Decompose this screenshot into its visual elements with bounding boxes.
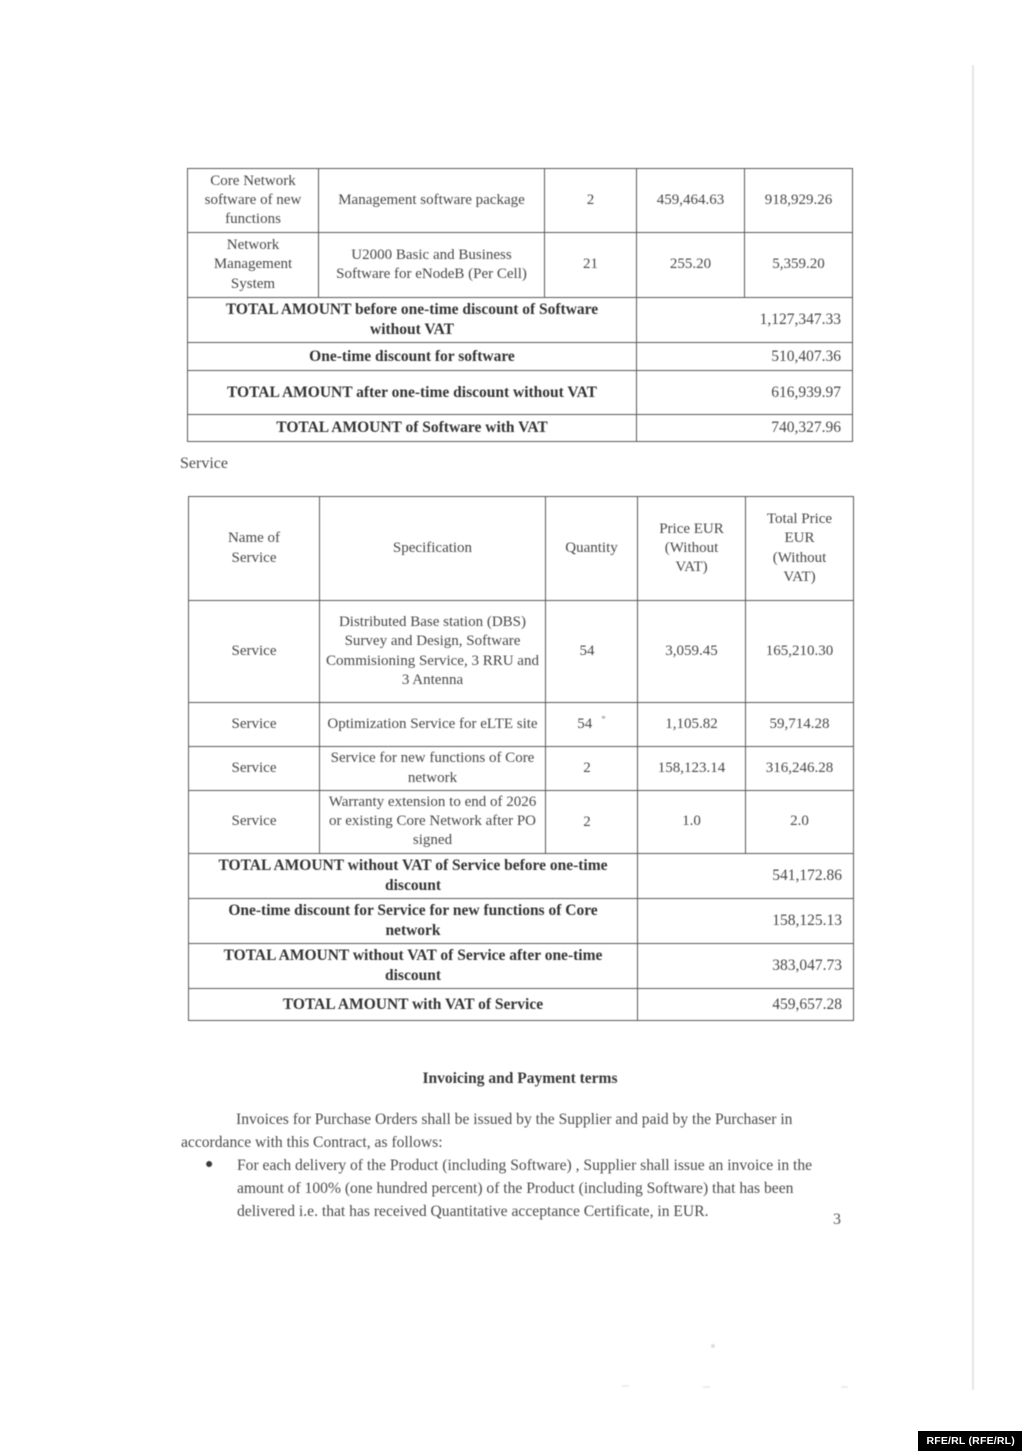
invoicing-bullet-list bbox=[205, 1154, 850, 1223]
column-header-specification: Specification bbox=[320, 497, 546, 601]
software-pricing-table bbox=[187, 168, 853, 442]
section-heading-invoicing: Invoicing and Payment terms bbox=[422, 1070, 618, 1087]
column-header-name: Name of Service bbox=[189, 497, 320, 601]
summary-row bbox=[189, 944, 854, 989]
summary-label: TOTAL AMOUNT without VAT of Service after one-time discount bbox=[189, 944, 638, 989]
total-price-cell: 918,929.26 bbox=[745, 169, 853, 233]
specification-cell: U2000 Basic and Business Software for eNodeB (Per Cell) bbox=[319, 233, 545, 298]
scan-page-edge bbox=[972, 65, 974, 1390]
summary-value: 740,327.96 bbox=[637, 415, 853, 442]
total-price-cell: 316,246.28 bbox=[746, 747, 854, 791]
summary-row bbox=[188, 343, 853, 371]
list-item bbox=[205, 1154, 850, 1223]
summary-label: One-time discount for Service for new functions of Core network bbox=[189, 898, 638, 943]
price-cell: 459,464.63 bbox=[637, 169, 745, 233]
specification-cell: Optimization Service for eLTE site bbox=[320, 703, 546, 747]
quantity-cell bbox=[546, 601, 638, 703]
total-price-cell: 165,210.30 bbox=[746, 601, 854, 703]
specification-cell: Management software package bbox=[319, 169, 545, 233]
scan-artifact bbox=[703, 1386, 710, 1388]
invoicing-intro-paragraph: Invoices for Purchase Orders shall be issued by the Supplier and paid by the Purchaser in accordance with this Contract, as follows: bbox=[181, 1111, 793, 1151]
specification-cell: Service for new functions of Core network bbox=[320, 747, 546, 791]
service-name-cell: Service bbox=[189, 791, 320, 854]
specification-cell: Distributed Base station (DBS) Survey and Design, Software Commisioning Service, 3 RRU and 3 Antenna bbox=[320, 601, 546, 703]
summary-label: TOTAL AMOUNT before one-time discount of Software without VAT bbox=[188, 298, 637, 343]
summary-label: TOTAL AMOUNT without VAT of Service before one-time discount bbox=[189, 853, 638, 898]
summary-value: 459,657.28 bbox=[638, 989, 854, 1021]
product-name-cell: Core Network software of new functions bbox=[188, 169, 319, 233]
service-name-cell: Service bbox=[189, 747, 320, 791]
quantity-cell bbox=[546, 703, 638, 747]
service-pricing-table bbox=[188, 496, 854, 1021]
summary-value: 1,127,347.33 bbox=[637, 298, 853, 343]
service-section-label: Service bbox=[180, 455, 228, 472]
rferl-watermark-badge: RFE/RL (RFE/RL) bbox=[918, 1431, 1022, 1451]
price-cell: 1,105.82 bbox=[638, 703, 746, 747]
scan-artifact bbox=[841, 1386, 848, 1388]
page-number: 3 bbox=[833, 1211, 841, 1228]
table-header-row bbox=[189, 497, 854, 601]
quantity-cell: 21 bbox=[545, 233, 637, 298]
quantity-value: 2 bbox=[583, 760, 591, 777]
summary-row bbox=[189, 898, 854, 943]
service-name-cell: Service bbox=[189, 703, 320, 747]
price-cell: 255.20 bbox=[637, 233, 745, 298]
total-price-cell: 2.0 bbox=[746, 791, 854, 854]
summary-row bbox=[188, 298, 853, 343]
quantity-cell bbox=[546, 791, 638, 854]
scan-artifact bbox=[711, 1344, 715, 1348]
summary-label: TOTAL AMOUNT after one-time discount without VAT bbox=[188, 371, 637, 415]
bullet-icon: ● bbox=[205, 1157, 214, 1172]
service-name-cell: Service bbox=[189, 601, 320, 703]
summary-value: 510,407.36 bbox=[637, 343, 853, 371]
bullet-text: For each delivery of the Product (including Software) , Supplier shall issue an invoice in the amount of 100% (one hundred percent) of the Product (including Software) that has been delivered i.e. that has received Quantitative acceptance Certificate, in EUR. bbox=[237, 1157, 813, 1220]
table-row bbox=[188, 233, 853, 298]
quantity-value: 54 bbox=[579, 643, 595, 660]
summary-row bbox=[188, 415, 853, 442]
quantity-mark: * bbox=[601, 714, 606, 725]
column-header-total-price: Total Price EUR (Without VAT) bbox=[746, 497, 854, 601]
price-cell: 158,123.14 bbox=[638, 747, 746, 791]
price-cell: 3,059.45 bbox=[638, 601, 746, 703]
quantity-cell bbox=[546, 747, 638, 791]
quantity-cell: 2 bbox=[545, 169, 637, 233]
summary-value: 158,125.13 bbox=[638, 898, 854, 943]
table-row bbox=[188, 169, 853, 233]
summary-row bbox=[189, 989, 854, 1021]
product-name-cell: Network Management System bbox=[188, 233, 319, 298]
summary-label: TOTAL AMOUNT of Software with VAT bbox=[188, 415, 637, 442]
column-header-price: Price EUR (Without VAT) bbox=[638, 497, 746, 601]
summary-label: One-time discount for software bbox=[188, 343, 637, 371]
scan-artifact bbox=[622, 1385, 629, 1387]
summary-value: 616,939.97 bbox=[637, 371, 853, 415]
table-row bbox=[189, 601, 854, 703]
quantity-value: 2 bbox=[583, 813, 591, 830]
summary-row bbox=[188, 371, 853, 415]
total-price-cell: 59,714.28 bbox=[746, 703, 854, 747]
price-cell: 1.0 bbox=[638, 791, 746, 854]
summary-value: 383,047.73 bbox=[638, 944, 854, 989]
quantity-value: 54 bbox=[577, 716, 593, 733]
specification-cell: Warranty extension to end of 2026 or existing Core Network after PO signed bbox=[320, 791, 546, 854]
column-header-quantity: Quantity bbox=[546, 497, 638, 601]
total-price-cell: 5,359.20 bbox=[745, 233, 853, 298]
summary-value: 541,172.86 bbox=[638, 853, 854, 898]
table-row bbox=[189, 791, 854, 854]
summary-label: TOTAL AMOUNT with VAT of Service bbox=[189, 989, 638, 1021]
summary-row bbox=[189, 853, 854, 898]
table-row bbox=[189, 747, 854, 791]
table-row bbox=[189, 703, 854, 747]
